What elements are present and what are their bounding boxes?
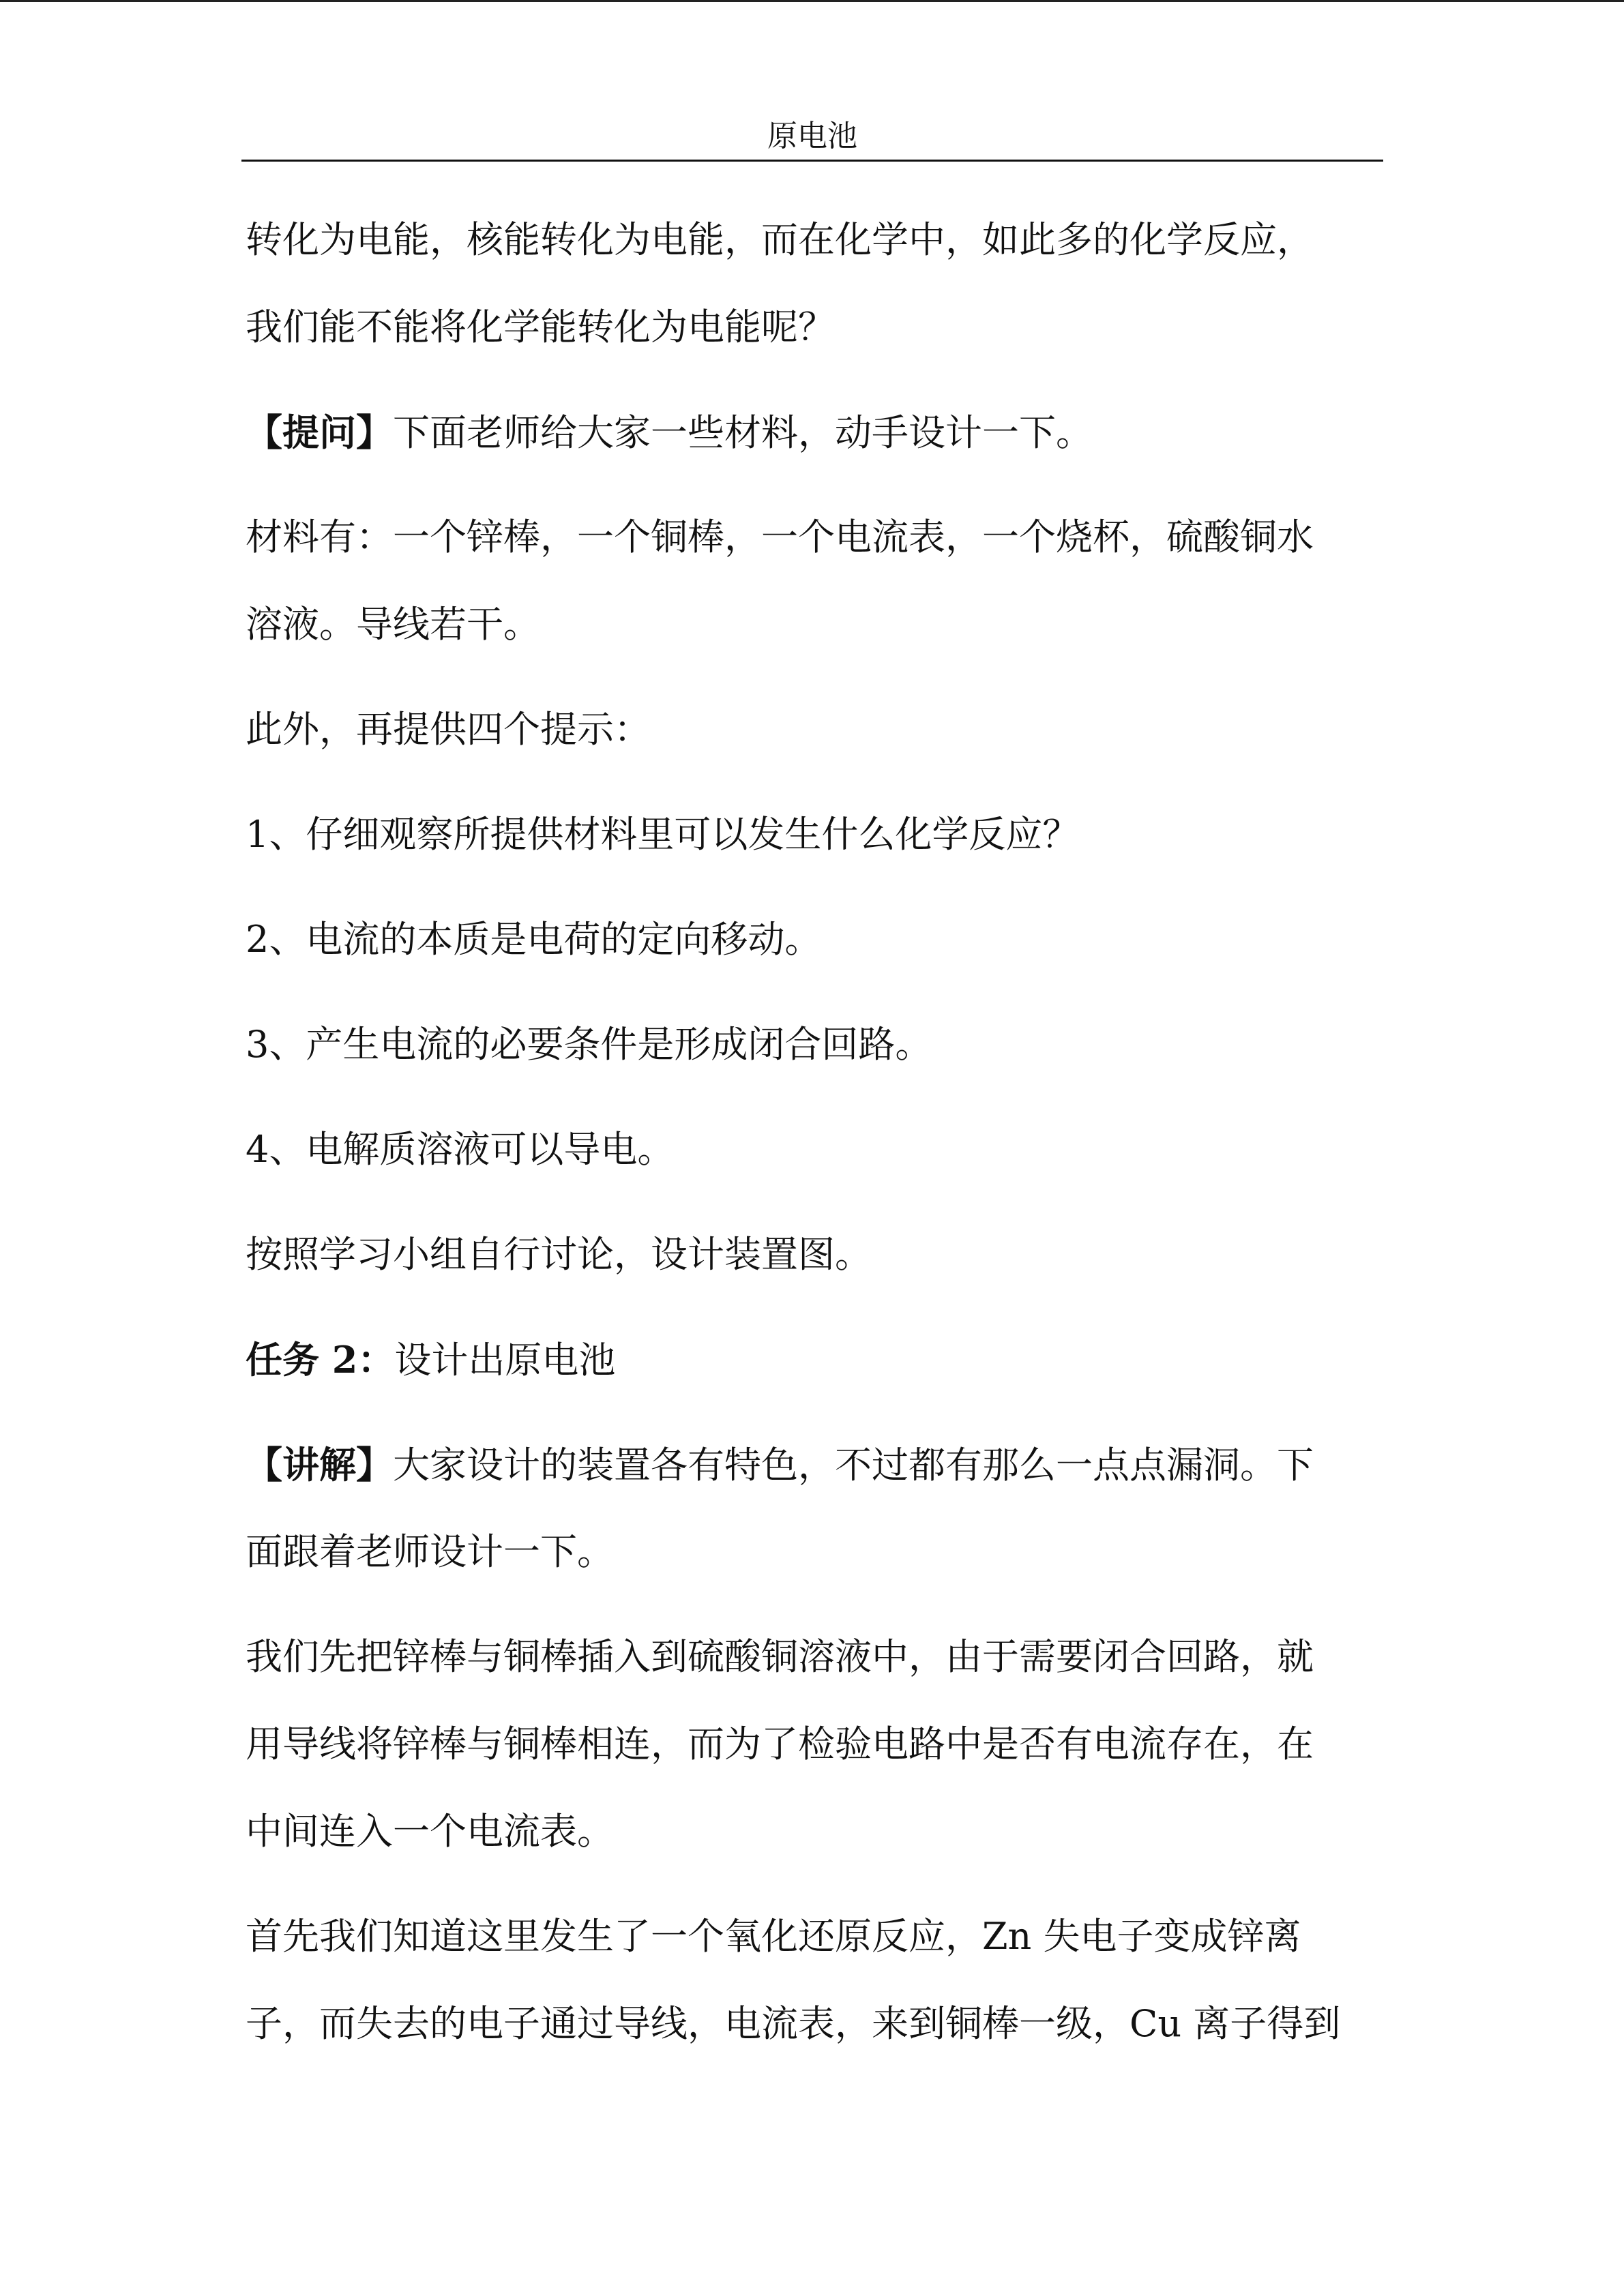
question-tag: 【提问】: [246, 411, 393, 454]
header-divider: [241, 160, 1383, 162]
paragraph-intro: [246, 196, 1378, 371]
page-header-title: 原电池: [767, 119, 857, 153]
paragraph-line: 溶液。导线若干。: [246, 603, 540, 646]
paragraph-line: 面跟着老师设计一下。: [246, 1530, 614, 1573]
hint-item-4: [246, 1106, 1378, 1193]
task-heading: [246, 1316, 1378, 1403]
task-tag: 任务 2：: [246, 1338, 395, 1382]
page-top-border: [0, 0, 1624, 2]
paragraph-line: 转化为电能，核能转化为电能，而在化学中，如此多的化学反应，: [246, 218, 1314, 261]
paragraph-line: 首先我们知道这里发生了一个氧化还原反应，Zn 失电子变成锌离: [246, 1915, 1301, 1958]
explanation-text: 大家设计的装置各有特色，不过都有那么一点点漏洞。下: [393, 1444, 1314, 1487]
paragraph-materials: [246, 494, 1378, 668]
hint-item-1: [246, 791, 1378, 878]
hint-item-3: [246, 1001, 1378, 1088]
paragraph-hints-intro: [246, 686, 1378, 773]
paragraph-line: 子，而失去的电子通过导线，电流表，来到铜棒一级，Cu 离子得到: [246, 2002, 1341, 2045]
explanation-tag: 【讲解】: [246, 1443, 393, 1487]
hint-item-2: [246, 896, 1378, 983]
paragraph-line: 我们先把锌棒与铜棒插入到硫酸铜溶液中，由于需要闭合回路，就: [246, 1635, 1314, 1678]
document-body: [246, 196, 1378, 2085]
paragraph-line: 材料有：一个锌棒，一个铜棒，一个电流表，一个烧杯，硫酸铜水: [246, 516, 1314, 558]
hint-text: 3、产生电流的必要条件是形成闭合回路。: [246, 1023, 932, 1066]
paragraph-line: 用导线将锌棒与铜棒相连，而为了检验电路中是否有电流存在，在: [246, 1723, 1314, 1765]
paragraph-line: [246, 1421, 1378, 1508]
hint-text: 2、电流的本质是电荷的定向移动。: [246, 918, 822, 961]
question-text: 下面老师给大家一些材料，动手设计一下。: [393, 411, 1093, 454]
paragraph-line: [246, 1316, 1378, 1403]
paragraph-explanation: [246, 1421, 1378, 1596]
hint-text: 1、仔细观察所提供材料里可以发生什么化学反应？: [246, 813, 1080, 856]
paragraph-line: 按照学习小组自行讨论，设计装置图。: [246, 1233, 872, 1276]
paragraph-line: [246, 389, 1378, 476]
task-text: 设计出原电池: [394, 1339, 616, 1382]
paragraph-setup: [246, 1613, 1378, 1875]
hint-text: 4、电解质溶液可以导电。: [246, 1128, 675, 1171]
paragraph-question: [246, 389, 1378, 476]
paragraph-discussion: [246, 1211, 1378, 1298]
paragraph-line: 我们能不能将化学能转化为电能呢？: [246, 305, 835, 348]
paragraph-reaction: [246, 1893, 1378, 2068]
paragraph-line: 中间连入一个电流表。: [246, 1810, 614, 1853]
paragraph-line: 此外，再提供四个提示：: [246, 708, 651, 751]
